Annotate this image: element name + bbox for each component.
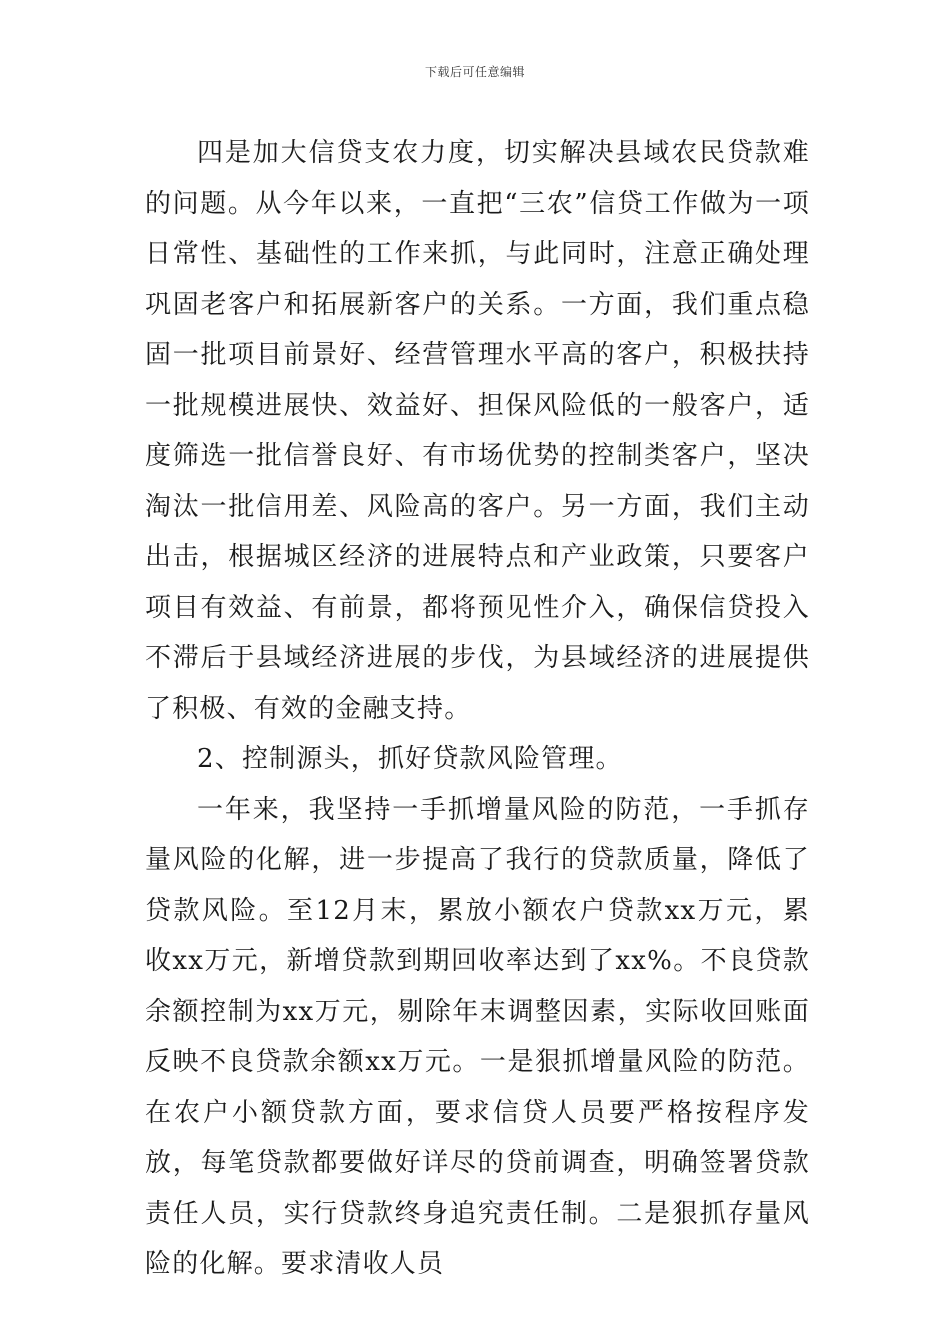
paragraph-risk-management: 一年来，我坚持一手抓增量风险的防范，一手抓存量风险的化解，进一步提高了我行的贷款质量，降低了贷款风险。至12月末，累放小额农户贷款xx万元，累收xx万元，新增贷款到期回收率达到了xx%。不良贷款余额控制为xx万元，剔除年末调整因素，实际收回账面反映不良贷款余额xx万元。一是狠抓增量风险的防范。在农户小额贷款方面，要求信贷人员要严格按程序发放，每笔贷款都要做好详尽的贷前调查，明确签署贷款责任人员，实行贷款终身追究责任制。二是狠抓存量风险的化解。要求清收人员 [145,794,810,1279]
paragraph-section-heading: 2、控制源头，抓好贷款风险管理。 [197,744,623,774]
document-body [145,128,810,1290]
page-header-note: 下载后可任意编辑 [424,65,525,79]
paragraph-credit-support: 四是加大信贷支农力度，切实解决县域农民贷款难的问题。从今年以来，一直把“三农”信贷工作做为一项日常性、基础性的工作来抓，与此同时，注意正确处理巩固老客户和拓展新客户的关系。一方面，我们重点稳固一批项目前景好、经营管理水平高的客户，积极扶持一批规模进展快、效益好、担保风险低的一般客户，适度筛选一批信誉良好、有市场优势的控制类客户，坚决淘汰一批信用差、风险高的客户。另一方面，我们主动出击，根据城区经济的进展特点和产业政策，只要客户项目有效益、有前景，都将预见性介入，确保信贷投入不滞后于县域经济进展的步伐，为县域经济的进展提供了积极、有效的金融支持。 [145,138,810,724]
